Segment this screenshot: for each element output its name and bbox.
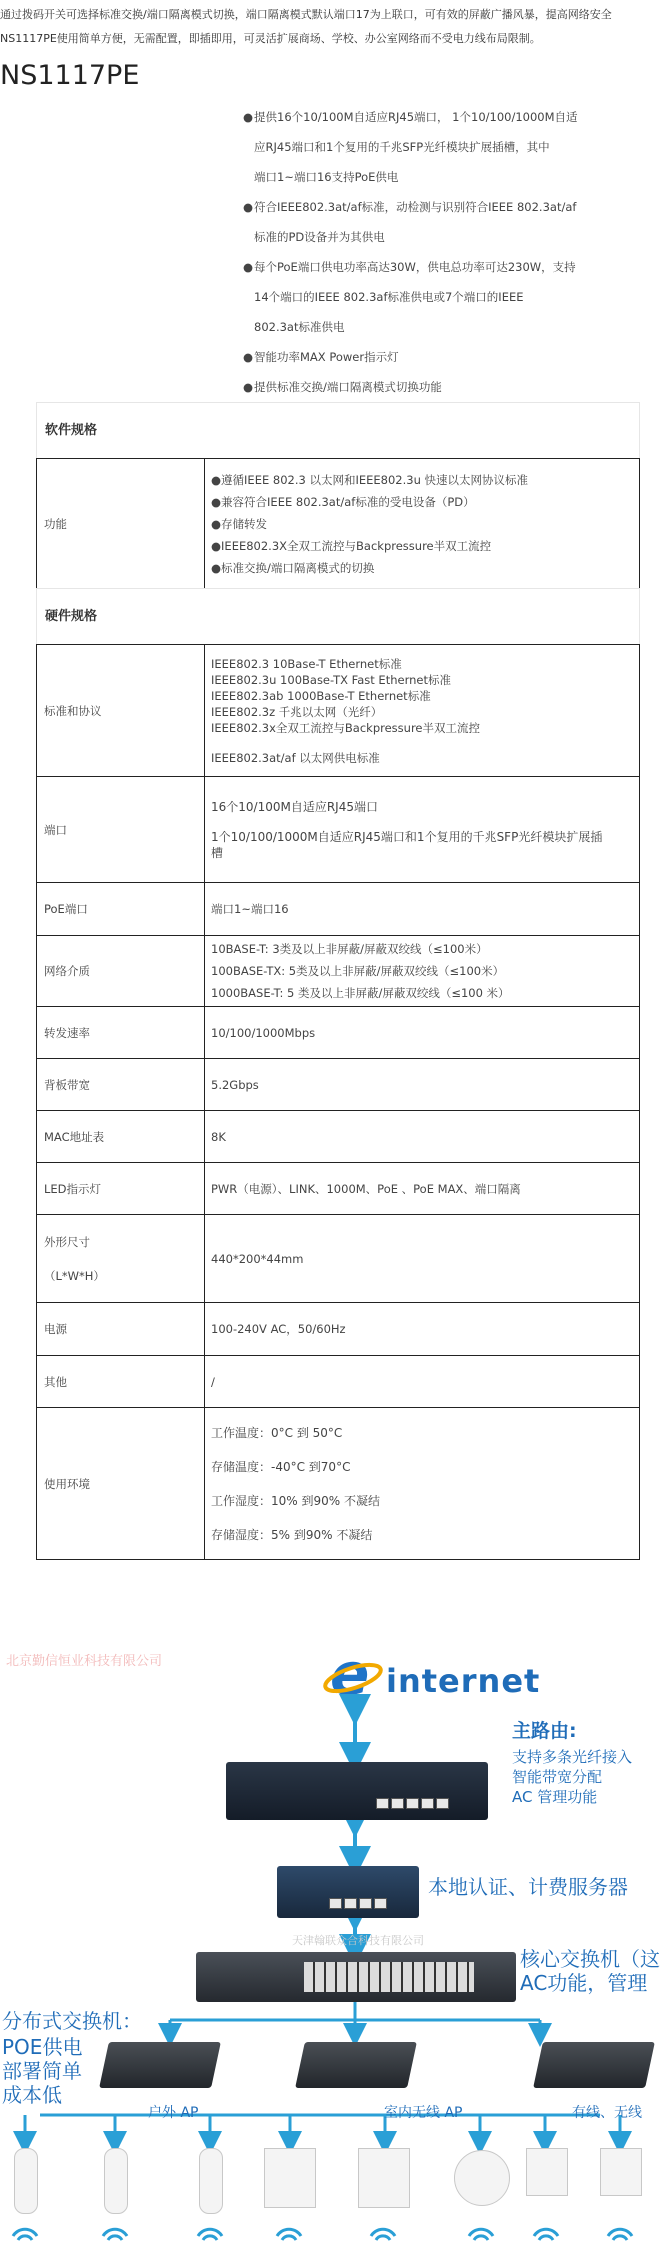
dist-label-line: 部署简单 <box>2 2059 82 2083</box>
panel-ap <box>526 2148 568 2196</box>
outdoor-ap <box>104 2148 128 2214</box>
spec-value-line: ●标准交换/端口隔离模式的切换 <box>211 560 375 575</box>
spec-key <box>37 1215 205 1303</box>
spec-value: / <box>205 1356 640 1408</box>
ap-label-outdoor: 户外 AP <box>148 2105 199 2121</box>
table-row <box>37 777 640 883</box>
spec-value-line: ●遵循IEEE 802.3 以太网和IEEE802.3u 快速以太网协议标准 <box>211 472 529 487</box>
spec-key: 端口 <box>37 777 205 883</box>
feature-item <box>243 342 603 372</box>
intro-line-1: 通过拨码开关可选择标准交换/端口隔离模式切换，端口隔离模式默认端口17为上联口，可有效的屏蔽广播风暴，提高网络安全 <box>0 8 612 21</box>
feature-line: 14个端口的IEEE 802.3af标准供电或7个端口的IEEE <box>254 290 524 304</box>
software-spec-table <box>36 458 640 589</box>
bullet-icon: ● <box>243 380 254 394</box>
spec-key: MAC地址表 <box>37 1111 205 1163</box>
spec-value-line: 槽 <box>211 845 224 860</box>
product-title: NS1117PE <box>0 60 140 91</box>
spec-key-line: 外形尺寸 <box>44 1234 90 1249</box>
spec-value-line: 工作温度：0°C 到 50°C <box>211 1425 343 1440</box>
spec-value-line: 1个10/100/1000M自适应RJ45端口和1个复用的千兆SFP光纤模块扩展插 <box>211 829 603 844</box>
spec-value <box>205 459 640 589</box>
table-row <box>37 1408 640 1560</box>
hardware-spec-heading: 硬件规格 <box>36 588 640 644</box>
table-row <box>37 1356 640 1408</box>
spec-value-line: 存储温度：-40°C 到70°C <box>211 1459 351 1474</box>
bullet-icon: ● <box>243 260 254 274</box>
spec-key: PoE端口 <box>37 883 205 936</box>
table-row <box>37 1007 640 1059</box>
feature-list <box>243 102 603 402</box>
spec-value: 8K <box>205 1111 640 1163</box>
spec-value: 440*200*44mm <box>205 1215 640 1303</box>
internet-e-icon: e <box>330 1640 370 1708</box>
spec-value-line: IEEE802.3u 100Base-TX Fast Ethernet标准 <box>211 672 451 687</box>
spec-value: 端口1~端口16 <box>205 883 640 936</box>
table-row <box>37 1303 640 1356</box>
spec-value-line: 工作湿度：10% 到90% 不凝结 <box>211 1493 380 1508</box>
core-switch <box>196 1952 516 2002</box>
spec-key: 背板带宽 <box>37 1059 205 1111</box>
spec-key: 转发速率 <box>37 1007 205 1059</box>
table-row <box>37 936 640 1007</box>
watermark: 天津翰联众合科技有限公司 <box>292 1934 424 1947</box>
feature-line: 802.3at标准供电 <box>254 320 345 334</box>
auth-label: 本地认证、计费服务器 <box>428 1875 628 1899</box>
spec-value-line: IEEE802.3x全双工流控与Backpressure半双工流控 <box>211 720 481 735</box>
feature-item <box>243 102 603 192</box>
outdoor-ap <box>14 2148 38 2214</box>
indoor-ap <box>358 2148 410 2208</box>
spec-key: 电源 <box>37 1303 205 1356</box>
distribution-switch <box>99 2042 221 2088</box>
spec-value: 5.2Gbps <box>205 1059 640 1111</box>
feature-line: 应RJ45端口和1个复用的千兆SFP光纤模块扩展插槽，其中 <box>254 140 550 154</box>
spec-value <box>205 645 640 777</box>
intro-line-2: NS1117PE使用简单方便，无需配置，即插即用，可灵活扩展商场、学校、办公室网络而不受电力线布局限制。 <box>0 32 541 45</box>
table-row <box>37 1163 640 1215</box>
spec-value <box>205 777 640 883</box>
feature-line: 智能功率MAX Power指示灯 <box>254 350 399 364</box>
spec-value-line: 1000BASE-T: 5 类及以上非屏蔽/屏蔽双绞线（≤100 米） <box>211 986 510 1000</box>
spec-value-line: 16个10/100M自适应RJ45端口 <box>211 799 378 814</box>
spec-key-line: （L*W*H） <box>44 1268 105 1283</box>
watermark: 北京勤信恒业科技有限公司 <box>6 1654 163 1669</box>
spec-value-line: IEEE802.3at/af 以太网供电标准 <box>211 750 380 765</box>
table-row <box>37 883 640 936</box>
spec-value-line: 100BASE-TX: 5类及以上非屏蔽/屏蔽双绞线（≤100米） <box>211 964 505 978</box>
server-port <box>374 1898 387 1909</box>
spec-key: 其他 <box>37 1356 205 1408</box>
feature-line: 端口1~端口16支持PoE供电 <box>254 170 399 184</box>
feature-line: 符合IEEE802.3at/af标准，动检测与识别符合IEEE 802.3at/af <box>254 200 577 214</box>
spec-key: 网络介质 <box>37 936 205 1007</box>
spec-value-line: ●兼容符合IEEE 802.3at/af标准的受电设备（PD） <box>211 494 475 509</box>
spec-key: 使用环境 <box>37 1408 205 1560</box>
core-label-line: 核心交换机（这 <box>520 1947 660 1971</box>
spec-value-line: 10BASE-T: 3类及以上非屏蔽/屏蔽双绞线（≤100米） <box>211 942 488 956</box>
server-port <box>329 1898 342 1909</box>
router-label-line: 支持多条光纤接入 <box>512 1748 633 1766</box>
spec-value-line: 存储湿度：5% 到90% 不凝结 <box>211 1527 373 1542</box>
table-row <box>37 645 640 777</box>
outdoor-ap <box>199 2148 223 2214</box>
intro-text <box>0 0 660 48</box>
distribution-switch <box>295 2042 417 2088</box>
dist-label-line: POE供电 <box>2 2035 83 2059</box>
table-row <box>37 1059 640 1111</box>
spec-value: 10/100/1000Mbps <box>205 1007 640 1059</box>
ap-label-indoor: 室内无线 AP <box>384 2105 463 2121</box>
ceiling-ap <box>454 2150 510 2206</box>
router-port <box>436 1798 449 1809</box>
internet-text: internet <box>386 1662 541 1700</box>
spec-key: LED指示灯 <box>37 1163 205 1215</box>
main-router <box>226 1762 488 1820</box>
indoor-ap <box>264 2148 316 2208</box>
spec-value <box>205 936 640 1007</box>
panel-ap <box>600 2148 642 2196</box>
wifi-signal-icons <box>0 2210 660 2243</box>
router-label-line: 智能带宽分配 <box>512 1768 603 1786</box>
router-port <box>406 1798 419 1809</box>
feature-line: 提供标准交换/端口隔离模式切换功能 <box>254 380 442 394</box>
feature-line: 标准的PD设备并为其供电 <box>254 230 385 244</box>
router-label-line: AC 管理功能 <box>512 1788 598 1806</box>
table-row <box>37 1215 640 1303</box>
spec-value-line: IEEE802.3z 千兆以太网（光纤） <box>211 704 383 719</box>
spec-value-line: ●IEEE802.3X全双工流控与Backpressure半双工流控 <box>211 538 492 553</box>
router-label-title: 主路由: <box>512 1720 577 1742</box>
auth-server <box>277 1866 419 1918</box>
hardware-spec-table <box>36 644 640 1560</box>
router-port <box>391 1798 404 1809</box>
bullet-icon: ● <box>243 350 254 364</box>
feature-item <box>243 372 603 402</box>
software-spec-heading: 软件规格 <box>36 402 640 458</box>
spec-value-line: IEEE802.3ab 1000Base-T Ethernet标准 <box>211 688 431 703</box>
router-port <box>421 1798 434 1809</box>
feature-line: 每个PoE端口供电功率高达30W，供电总功率可达230W，支持 <box>254 260 576 274</box>
dist-label-line: 成本低 <box>2 2083 62 2107</box>
feature-line: 提供16个10/100M自适应RJ45端口， 1个10/100/1000M自适 <box>254 110 578 124</box>
router-port <box>376 1798 389 1809</box>
spec-value-line: ●存储转发 <box>211 516 268 531</box>
core-label-line: AC功能，管理 <box>520 1971 648 1995</box>
distribution-switch <box>533 2042 655 2088</box>
spec-value: 100-240V AC，50/60Hz <box>205 1303 640 1356</box>
spec-key: 功能 <box>37 459 205 589</box>
spec-value: PWR（电源）、LINK、1000M、PoE 、PoE MAX、端口隔离 <box>205 1163 640 1215</box>
table-row <box>37 1111 640 1163</box>
feature-item <box>243 252 603 342</box>
spec-key: 标准和协议 <box>37 645 205 777</box>
network-diagram <box>0 1640 660 2243</box>
spec-value-line: IEEE802.3 10Base-T Ethernet标准 <box>211 656 402 671</box>
table-row <box>37 459 640 589</box>
spec-value <box>205 1408 640 1560</box>
server-port <box>359 1898 372 1909</box>
feature-item <box>243 192 603 252</box>
dist-label-title: 分布式交换机： <box>2 2009 142 2033</box>
core-switch-ports <box>304 1962 474 1992</box>
bullet-icon: ● <box>243 110 254 124</box>
server-port <box>344 1898 357 1909</box>
ap-label-wired: 有线、无线 <box>572 2105 642 2121</box>
bullet-icon: ● <box>243 200 254 214</box>
